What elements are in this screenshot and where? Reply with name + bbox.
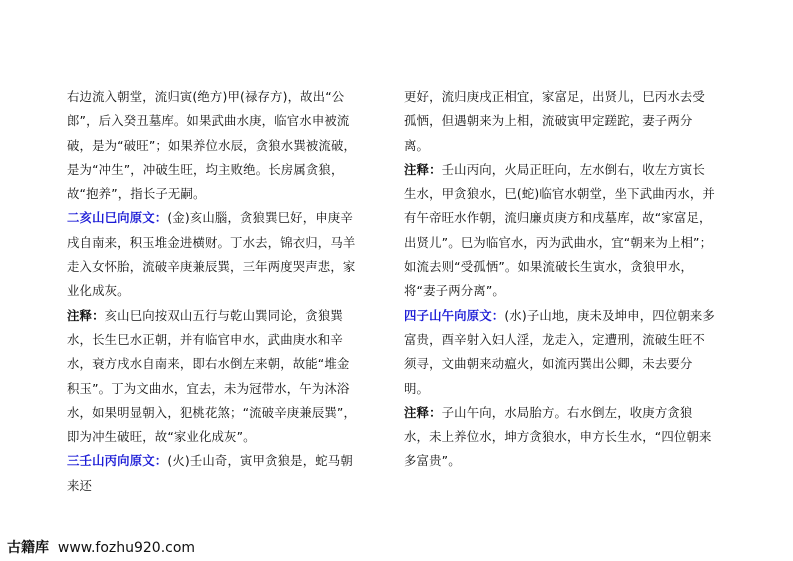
paragraph — [404, 85, 716, 158]
body-text: 子山午向，水局胎方。右水倒左，收庚方贪狼水，未上养位水，坤方贪狼水，申方长生水，“四位朝来多富贵”。 — [404, 404, 712, 469]
annotation-label: 注释： — [404, 404, 442, 420]
paragraph — [67, 206, 357, 303]
annotation-label: 注释： — [67, 307, 105, 323]
right-column — [404, 85, 716, 474]
section-heading: 二亥山巳向原文： — [67, 210, 168, 226]
body-text: 亥山巳向按双山五行与乾山巽同论，贪狼巽水，长生巳水正朝，并有临官申水，武曲庚水和辛水，衰方戌水自南来，即右水倒左来朝，故能“堆金积玉”。丁为文曲水，宜去，未为冠带水，午为沐浴水，如果明显朝入，犯桃花煞；“流破辛庚兼辰巽”，即为冲生破旺，故“家业化成灰”。 — [67, 307, 357, 445]
paragraph — [404, 304, 716, 401]
section-heading: 三壬山丙向原文： — [67, 453, 168, 469]
site-name: 古籍库 — [7, 540, 49, 556]
footer — [7, 537, 195, 557]
paragraph — [404, 158, 716, 304]
body-text: 更好，流归庚戌正相宜，家富足，出贤儿，巳丙水去受孤恓，但遇朝来为上相，流破寅甲定蹉跎，妻子两分离。 — [404, 89, 705, 153]
body-text: 右边流入朝堂，流归寅(绝方)甲(禄存方)，故出“公郎”，后入癸丑墓库。如果武曲水庚，临官水申被流破，是为“破旺”；如果养位水辰，贪狼水巽被流破，是为“冲生”，冲破生旺，均主败绝。长房属贪狼，故“抱养”，指长子无嗣。 — [67, 89, 357, 202]
section-heading: 四子山午向原文： — [404, 307, 505, 323]
left-column — [67, 85, 357, 498]
annotation-label: 注释： — [404, 161, 442, 177]
site-url-link[interactable]: www.fozhu920.com — [57, 540, 196, 556]
body-text: (火)壬山奇，寅甲贪狼是，蛇马朝来还 — [67, 453, 353, 493]
body-text: 壬山丙向，火局正旺向，左水倒右，收左方寅长生水，甲贪狼水，巳(蛇)临官水朝堂，坐下武曲丙水，并有午帝旺水作朝，流归廉贞庚方和戌墓库，故“家富足，出贤儿”。巳为临官水，丙为武曲水，宜“朝来为上相”；如流去则“受孤恓”。如果流破长生寅水，贪狼甲水，将“妻子两分离”。 — [404, 161, 715, 299]
body-text: (水)子山地，庚未及坤申，四位朝来多富贵，酉辛射入妇人淫，龙走入，定遭刑，流破生旺不须寻，文曲朝来动瘟火，如流丙巽出公卿，未去要分明。 — [404, 307, 715, 396]
paragraph — [67, 449, 357, 498]
paragraph — [404, 401, 716, 474]
paragraph — [67, 304, 357, 450]
body-text: (金)亥山腦，贪狼巽巳好，申庚辛戌自南来，积玉堆金进横财。丁水去，锦衣归，马羊走入女怀胎，流破辛庚兼辰巽，三年两度哭声悲，家业化成灰。 — [67, 210, 356, 299]
paragraph — [67, 85, 357, 206]
